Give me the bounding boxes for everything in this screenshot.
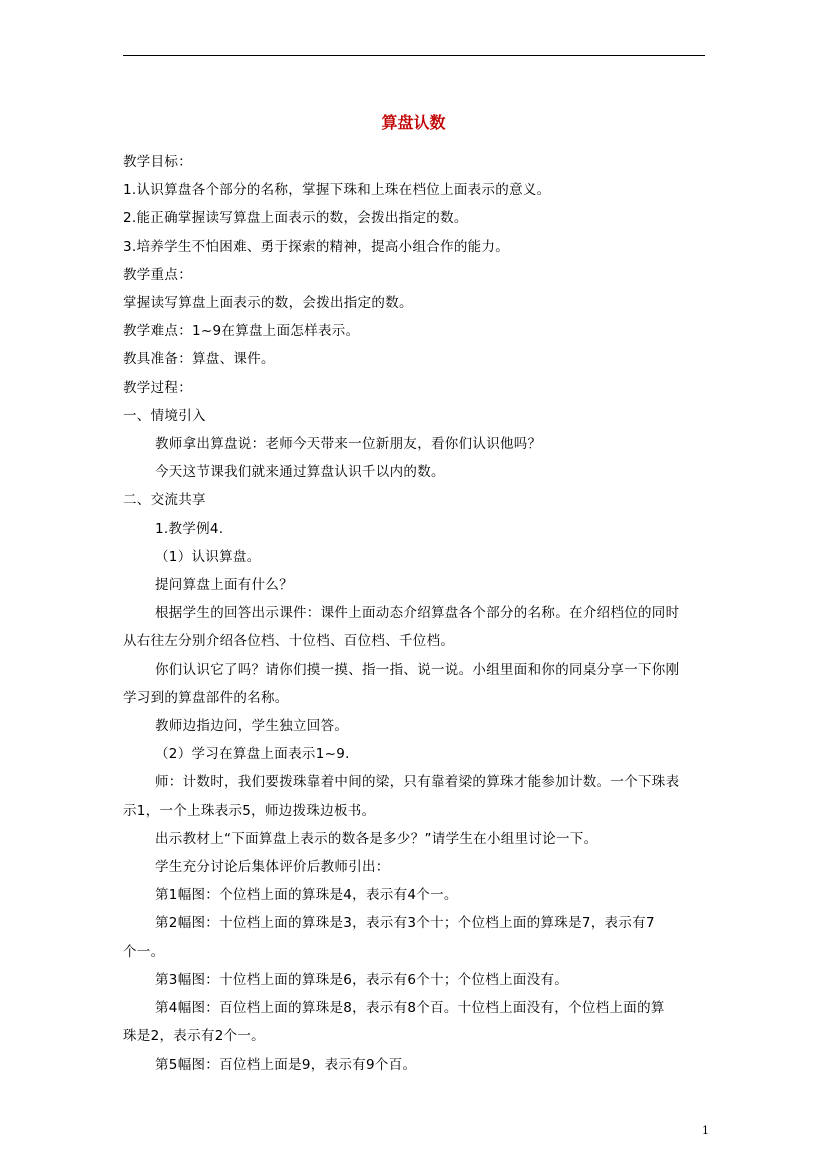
paragraph-line: 第1幅图：个位档上面的算珠是4，表示有4个一。	[155, 887, 458, 904]
paragraph-line: 学习到的算盘部件的名称。	[123, 689, 289, 706]
paragraph-line: 第3幅图：十位档上面的算珠是6，表示有6个十；个位档上面没有。	[155, 971, 569, 988]
document-body	[123, 148, 705, 1079]
paragraph-line: 个一。	[123, 943, 165, 960]
paragraph-line: 教学重点：	[123, 266, 192, 283]
paragraph-line: 你们认识它了吗？请你们摸一摸、指一指、说一说。小组里面和你的同桌分享一下你刚	[155, 661, 680, 678]
paragraph-line: （1）认识算盘。	[155, 548, 261, 565]
paragraph-line: 掌握读写算盘上面表示的数，会拨出指定的数。	[123, 295, 413, 312]
paragraph-line: 教学目标：	[123, 154, 192, 170]
paragraph-line: 2.能正确掌握读写算盘上面表示的数，会拨出指定的数。	[123, 210, 468, 227]
paragraph-line: 教学过程：	[123, 379, 192, 396]
paragraph-line: 学生充分讨论后集体评价后教师引出：	[155, 859, 390, 876]
paragraph-line: 第2幅图：十位档上面的算珠是3，表示有3个十；个位档上面的算珠是7，表示有7	[155, 915, 655, 932]
paragraph-line: 第5幅图：百位档上面是9，表示有9个百。	[155, 1056, 417, 1073]
paragraph-line: 3.培养学生不怕困难、勇于探索的精神，提高小组合作的能力。	[123, 238, 510, 255]
document-title: 算盘认数	[381, 113, 446, 132]
paragraph-line: 从右往左分别介绍各位档、十位档、百位档、千位档。	[123, 633, 455, 650]
paragraph-line: 教学难点：1~9在算盘上面怎样表示。	[123, 323, 360, 340]
paragraph-line: 教具准备：算盘、课件。	[123, 351, 275, 368]
paragraph-line: 出示教材上“下面算盘上表示的数各是多少？”请学生在小组里讨论一下。	[155, 830, 598, 847]
paragraph-line: 今天这节课我们就来通过算盘认识千以内的数。	[155, 464, 445, 481]
paragraph-line: 根据学生的回答出示课件：课件上面动态介绍算盘各个部分的名称。在介绍档位的同时	[155, 605, 680, 622]
header-rule	[123, 55, 705, 56]
paragraph-line: 第4幅图：百位档上面的算珠是8，表示有8个百。十位档上面没有，个位档上面的算	[155, 1000, 665, 1017]
page-number: 1	[702, 1124, 709, 1137]
paragraph-line: 二、交流共享	[123, 492, 206, 509]
paragraph-line: 一、情境引入	[123, 407, 206, 424]
paragraph-line: 师：计数时，我们要拨珠靠着中间的梁，只有靠着梁的算珠才能参加计数。一个下珠表	[155, 774, 680, 791]
paragraph-line: 1.认识算盘各个部分的名称，掌握下珠和上珠在档位上面表示的意义。	[123, 182, 551, 199]
paragraph-line: 教师边指边问，学生独立回答。	[155, 718, 349, 735]
paragraph-line: 珠是2，表示有2个一。	[123, 1028, 265, 1045]
paragraph-line: 1.教学例4.	[155, 520, 224, 537]
paragraph-line: （2）学习在算盘上面表示1~9.	[155, 746, 350, 763]
paragraph-line: 提问算盘上面有什么？	[155, 577, 293, 594]
paragraph-line: 教师拿出算盘说：老师今天带来一位新朋友，看你们认识他吗？	[155, 436, 542, 453]
paragraph-line: 示1，一个上珠表示5，师边拨珠边板书。	[123, 802, 376, 819]
